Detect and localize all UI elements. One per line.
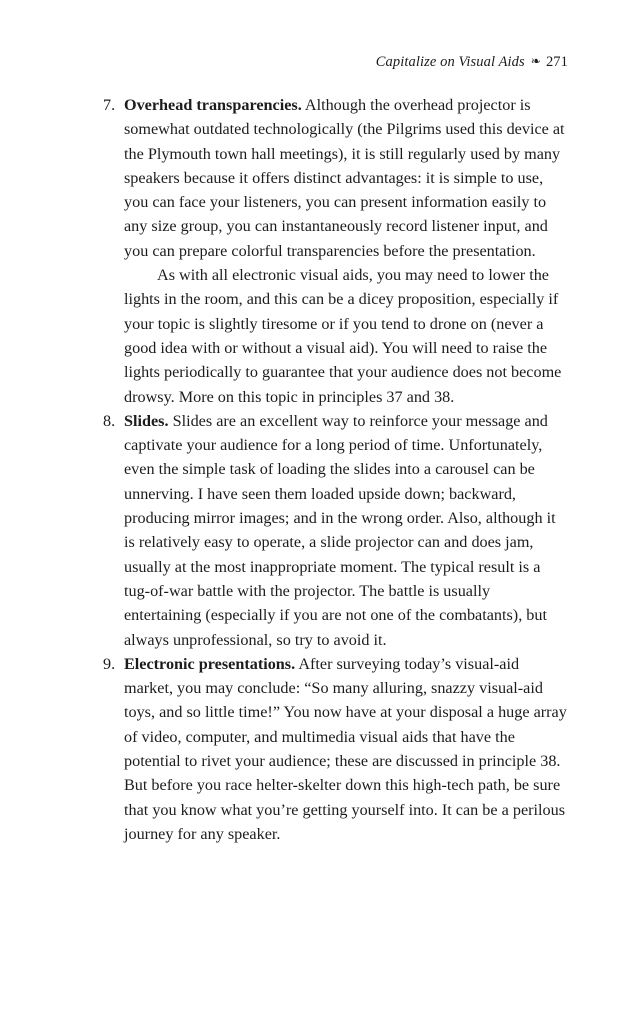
list-item-paragraph: [124, 409, 570, 652]
list-item-continuation: As with all electronic visual aids, you may need to lower the lights in the room, and this can be a dicey proposition, especially if your topic is slightly tiresome or if you tend to drone on (never a good idea with or without a visual aid). You will need to raise the lights periodically to guarantee that your audience does not become drowsy. More on this topic in principles 37 and 38.: [124, 266, 562, 406]
list-item-number: 9.: [103, 654, 116, 673]
fleuron-ornament-icon: ❧: [530, 54, 541, 68]
list-item-number: 7.: [103, 96, 116, 114]
list-item-overhead-transparencies: [70, 93, 570, 409]
running-header: [376, 54, 568, 71]
list-item-heading: Electronic presentations.: [124, 654, 296, 673]
list-item-number: 8.: [103, 411, 116, 430]
list-item-text: Slides are an excellent way to reinforce your message and captivate your audience for a long period of time. Unfortunately, even the simple task of loading the slides into a carousel can be unnerving. I have seen them loaded upside down; backward, producing mirror images; and in the wrong order. Also, although it is relatively easy to operate, a slide projector can and does jam, usually at the most inappropriate moment. The typical result is a tug-of-war battle with the projector. The battle is usually entertaining (especially if you are not one of the combatants), but always unprofessional, so try to avoid it.: [124, 411, 556, 649]
page-number: 271: [545, 54, 568, 70]
list-item-heading: Slides.: [124, 411, 169, 430]
list-item-electronic-presentations: [70, 652, 570, 846]
list-item-slides: [70, 409, 570, 652]
list-item-text: After surveying today’s visual-aid market, you may conclude: “So many alluring, snazzy visual-aid toys, and so little time!” You now have at your disposal a huge array of video, computer, and multimedia visual aids that have the potential to rivet your audience; these are discussed in principle 38. But before you race helter-skelter down this high-tech path, be sure that you know what you’re getting yourself into. It can be a perilous journey for any speaker.: [124, 654, 567, 843]
list-item-heading: Overhead transparencies.: [124, 96, 302, 114]
running-title: Capitalize on Visual Aids: [375, 54, 525, 70]
list-item-paragraph: [124, 93, 570, 263]
list-item-text: Although the overhead projector is somewhat outdated technologically (the Pilgrims used this device at the Plymouth town hall meetings), it is still regularly used by many speakers because it offers distinct advantages: it is simple to use, you can face your listeners, you can present information easily to any size group, you can instantaneously record listener input, and you can prepare colorful transparencies before the presentation.: [124, 96, 565, 260]
page-body: [70, 93, 570, 846]
list-item-paragraph: [124, 652, 570, 846]
